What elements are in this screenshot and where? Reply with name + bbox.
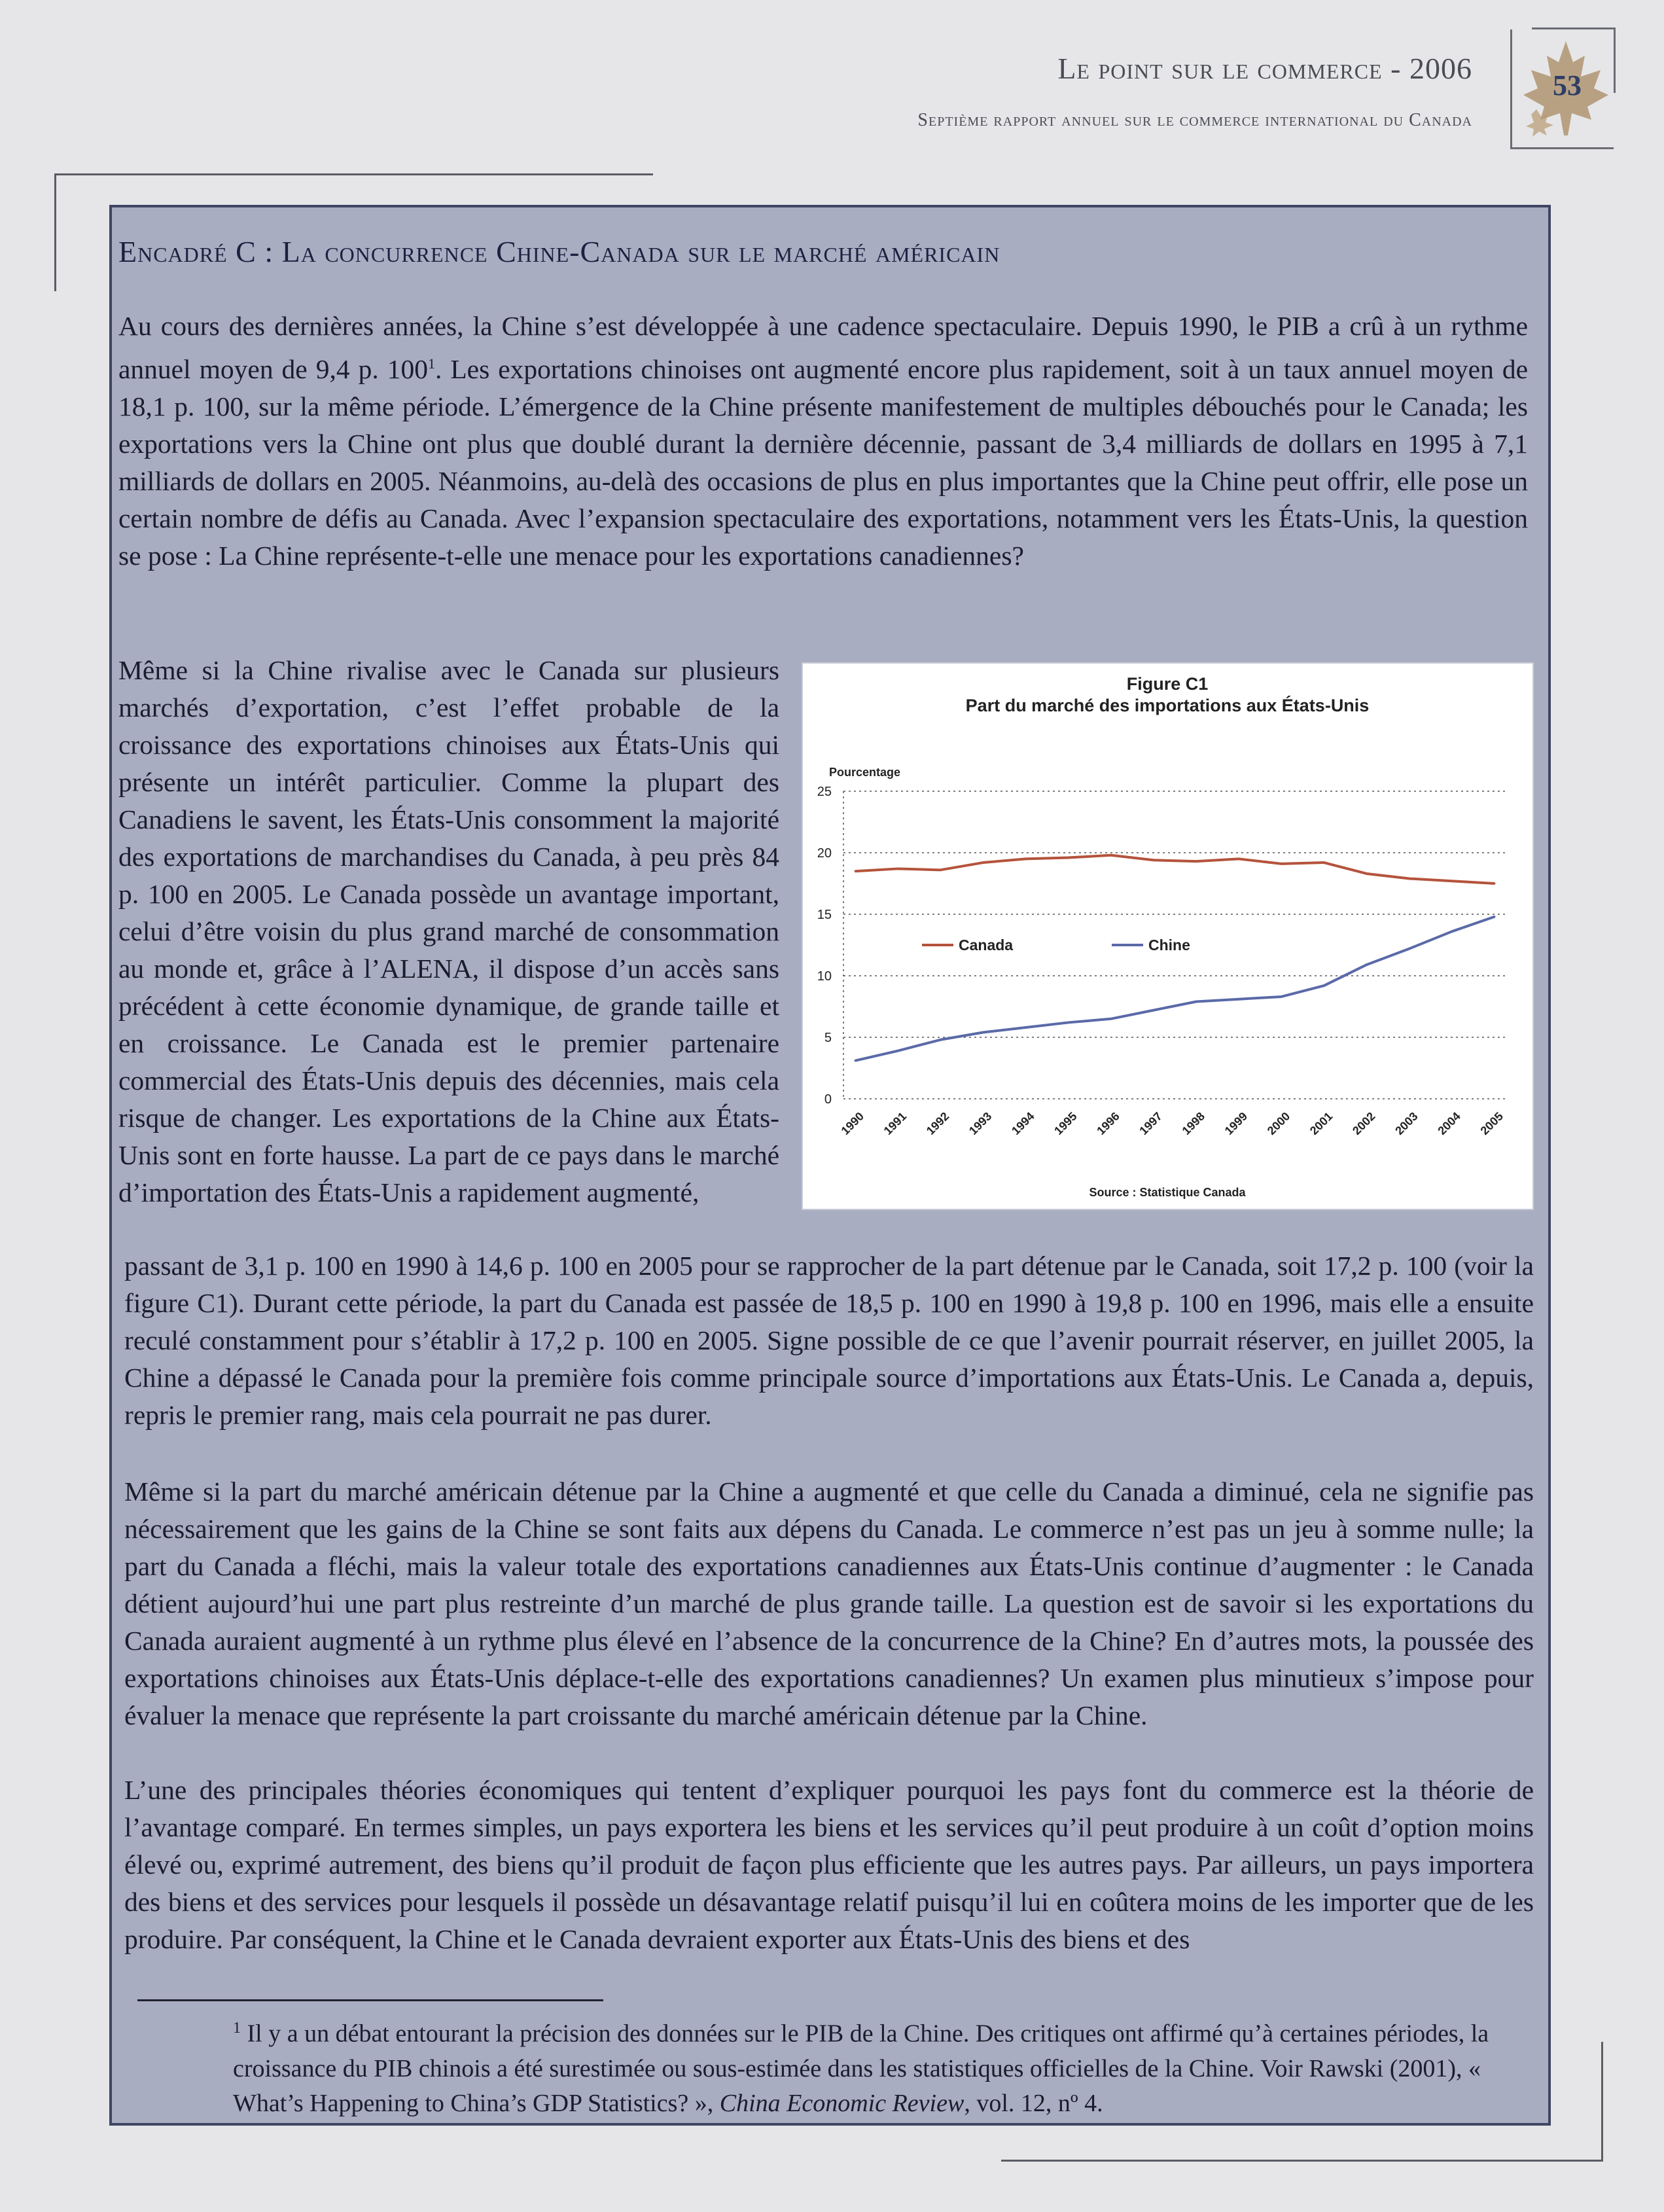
x-tick-label: 1997 bbox=[1137, 1109, 1165, 1137]
x-tick-label: 1993 bbox=[966, 1109, 995, 1137]
plot-area bbox=[817, 785, 1506, 1137]
data-point bbox=[897, 1050, 899, 1052]
x-tick-label: 1991 bbox=[881, 1109, 910, 1137]
x-tick-label: 1996 bbox=[1094, 1109, 1122, 1137]
series-line-canada bbox=[855, 855, 1495, 883]
data-point bbox=[940, 1039, 942, 1041]
data-point bbox=[1323, 862, 1325, 864]
data-point bbox=[855, 1060, 857, 1061]
paragraph-1 bbox=[118, 308, 1528, 575]
data-point bbox=[1366, 964, 1368, 966]
data-point bbox=[1025, 1026, 1027, 1028]
footnote-rule bbox=[137, 1999, 603, 2001]
x-tick-label: 2004 bbox=[1435, 1109, 1463, 1137]
y-tick-label: 0 bbox=[824, 1092, 832, 1107]
legend-label: Canada bbox=[959, 937, 1014, 954]
x-tick-label: 2002 bbox=[1350, 1109, 1378, 1137]
chart-title: Figure C1 bbox=[1126, 674, 1209, 694]
x-tick-label: 1992 bbox=[923, 1109, 952, 1137]
data-point bbox=[1195, 1001, 1197, 1003]
data-point bbox=[1494, 883, 1496, 885]
x-tick-label: 1995 bbox=[1052, 1109, 1080, 1137]
data-point bbox=[855, 870, 857, 872]
x-tick-label: 1994 bbox=[1009, 1109, 1037, 1137]
chart-source: Source : Statistique Canada bbox=[1089, 1186, 1246, 1199]
y-tick-label: 10 bbox=[817, 969, 832, 984]
data-point bbox=[1238, 858, 1240, 860]
footnote-text: Il y a un débat entourant la précision des données sur le PIB de la Chine. Des critiques ont affirmé qu’à certaines périodes, la croissance du PIB chinois a été surestimée ou sous-estimée dans les statistiques officielles de la Chine. Voir Rawski (2001), « What’s Happening to China’s GDP Statistics? », bbox=[233, 2020, 1489, 2117]
x-tick-label: 2003 bbox=[1392, 1109, 1421, 1137]
data-point bbox=[982, 1031, 984, 1033]
page-number: 53 bbox=[1553, 69, 1582, 101]
chart-subtitle: Part du marché des importations aux États-Unis bbox=[965, 696, 1370, 715]
report-title: Le point sur le commerce - 2006 bbox=[1057, 52, 1472, 85]
data-point bbox=[1152, 1009, 1154, 1011]
data-point bbox=[1281, 995, 1283, 997]
paragraph-1-text-rest: . Les exportations chinoises ont augmenté encore plus rapidement, soit à un taux annuel moyen de 18,1 p. 100, sur la même période. L’émergence de la Chine présente manifestement de multiples débouchés pour le Canada; les exportations vers la Chine ont plus que doublé durant la dernière décennie, passant de 3,4 milliards de dollars en 1995 à 7,1 milliards de dollars en 2005. Néanmoins, au-delà des occasions de plus en plus importantes que la Chine peut offrir, elle pose un certain nombre de défis au Canada. Avec l’expansion spectaculaire des exportations, notamment vers les États-Unis, la question se pose : La Chine représente-t-elle une menace pour les exportations canadiennes? bbox=[118, 353, 1528, 571]
corner-rule-left bbox=[54, 173, 56, 291]
footnote-journal: China Economic Review bbox=[719, 2089, 965, 2117]
footnote-mark: 1 bbox=[233, 2020, 241, 2037]
y-tick-label: 20 bbox=[817, 846, 832, 861]
data-point bbox=[1366, 872, 1368, 874]
x-tick-label: 2001 bbox=[1307, 1109, 1336, 1137]
corner-rule-bottom bbox=[1001, 2160, 1603, 2162]
y-tick-label: 5 bbox=[824, 1031, 832, 1045]
data-point bbox=[897, 868, 899, 870]
x-tick-label: 1998 bbox=[1179, 1109, 1208, 1137]
x-tick-label: 2005 bbox=[1478, 1109, 1506, 1137]
data-point bbox=[1067, 857, 1069, 859]
x-tick-label: 1999 bbox=[1222, 1109, 1250, 1137]
data-point bbox=[1408, 878, 1410, 880]
data-point bbox=[940, 869, 942, 871]
line-chart bbox=[803, 664, 1532, 1209]
y-tick-label: 25 bbox=[817, 785, 832, 799]
footnote bbox=[233, 2011, 1535, 2121]
legend-label: Chine bbox=[1148, 937, 1190, 954]
y-tick-label: 15 bbox=[817, 908, 832, 922]
data-point bbox=[1238, 998, 1240, 1000]
data-point bbox=[1408, 948, 1410, 950]
data-point bbox=[1451, 931, 1453, 933]
x-tick-label: 2000 bbox=[1264, 1109, 1293, 1137]
paragraph-4: L’une des principales théories économiques qui tentent d’expliquer pourquoi les pays font du commerce est la théorie de l’avantage comparé. En termes simples, un pays exportera les biens et les services qu’il peut produire à un coût d’option moins élevé ou, exprimé autrement, des biens qu’il produit de façon plus efficiente que les autres pays. Par ailleurs, un pays importera des biens et des services pour lesquels il possède un désavantage relatif puisqu’il lui en coûtera moins de les importer que de les produire. Par conséquent, la Chine et le Canada devraient exporter aux États-Unis des biens et des bbox=[124, 1775, 1534, 1954]
data-point bbox=[1494, 916, 1496, 918]
footnote-reference: 1 bbox=[427, 355, 435, 372]
data-point bbox=[1110, 1018, 1112, 1020]
y-axis-label: Pourcentage bbox=[829, 766, 901, 779]
figure-c1 bbox=[802, 662, 1534, 1210]
data-point bbox=[982, 862, 984, 864]
paragraph-2-column: Même si la Chine rivalise avec le Canada sur plusieurs marchés d’exportation, c’est l’effet probable de la croissance des exportations chinoises aux États-Unis qui présente un intérêt particulier. Comme la plupart des Canadiens le savent, les États-Unis consomment la majorité des exportations de marchandises du Canada, à peu près 84 p. 100 en 2005. Le Canada possède un avantage important, celui d’être voisin du plus grand marché de consommation au monde et, grâce à l’ALENA, il dispose d’un accès sans précédent à cette économie dynamique, de grande taille et en croissance. Le Canada est le premier partenaire commercial des États-Unis depuis des décennies, mais cela risque de changer. Les exportations de la Chine aux États-Unis sont en forte hausse. La part de ce pays dans le marché d’importation des États-Unis a rapidement augmenté, bbox=[118, 655, 779, 1207]
data-point bbox=[1323, 985, 1325, 987]
data-point bbox=[1025, 858, 1027, 860]
data-point bbox=[1281, 863, 1283, 865]
x-tick-label: 1990 bbox=[838, 1109, 866, 1137]
data-point bbox=[1195, 861, 1197, 863]
footnote-end: , vol. 12, nº 4. bbox=[964, 2089, 1103, 2117]
paragraph-1-text: Au cours des dernières années, la Chine s’est développée à une cadence spectaculaire. Depuis 1990, le PIB a crû à un rythme annuel moyen de 9,4 p. 100 bbox=[118, 311, 1528, 384]
report-subtitle: Septième rapport annuel sur le commerce international du Canada bbox=[917, 110, 1472, 130]
corner-rule-top bbox=[54, 173, 653, 175]
paragraph-3: Même si la part du marché américain détenue par la Chine a augmenté et que celle du Canada a diminué, cela ne signifie pas nécessairement que les gains de la Chine se sont faits aux dépens du Canada. Le commerce n’est pas un jeu à somme nulle; la part du Canada a fléchi, mais la valeur totale des exportations canadiennes aux États-Unis continue d’augmenter : le Canada détient aujourd’hui une part plus restreinte d’un marché de plus grande taille. La question est de savoir si les exportations du Canada auraient augmenté à un rythme plus élevé en l’absence de la concurrence de la Chine? En d’autres mots, la poussée des exportations chinoises aux États-Unis déplace-t-elle des exportations canadiennes? Un examen plus minutieux s’impose pour évaluer la menace que représente la part croissante du marché américain détenue par la Chine. bbox=[124, 1476, 1534, 1730]
data-point bbox=[1067, 1022, 1069, 1024]
box-title: Encadré C : La concurrence Chine-Canada sur le marché américain bbox=[118, 235, 1000, 268]
data-point bbox=[1451, 880, 1453, 882]
data-point bbox=[1110, 854, 1112, 856]
corner-rule-right bbox=[1601, 2042, 1603, 2162]
paragraph-2-continued: passant de 3,1 p. 100 en 1990 à 14,6 p. 100 en 2005 pour se rapprocher de la part détenue par le Canada, soit 17,2 p. 100 (voir la figure C1). Durant cette période, la part du Canada est passée de 18,5 p. 100 en 1990 à 19,8 p. 100 en 1996, mais elle a ensuite reculé constamment pour s’établir à 17,2 p. 100 en 2005. Signe possible de ce que l’avenir pourrait réserver, en juillet 2005, la Chine a dépassé le Canada pour la première fois comme principale source d’importations aux États-Unis. Le Canada a, depuis, repris le premier rang, mais cela pourrait ne pas durer. bbox=[124, 1251, 1534, 1430]
data-point bbox=[1152, 859, 1154, 861]
